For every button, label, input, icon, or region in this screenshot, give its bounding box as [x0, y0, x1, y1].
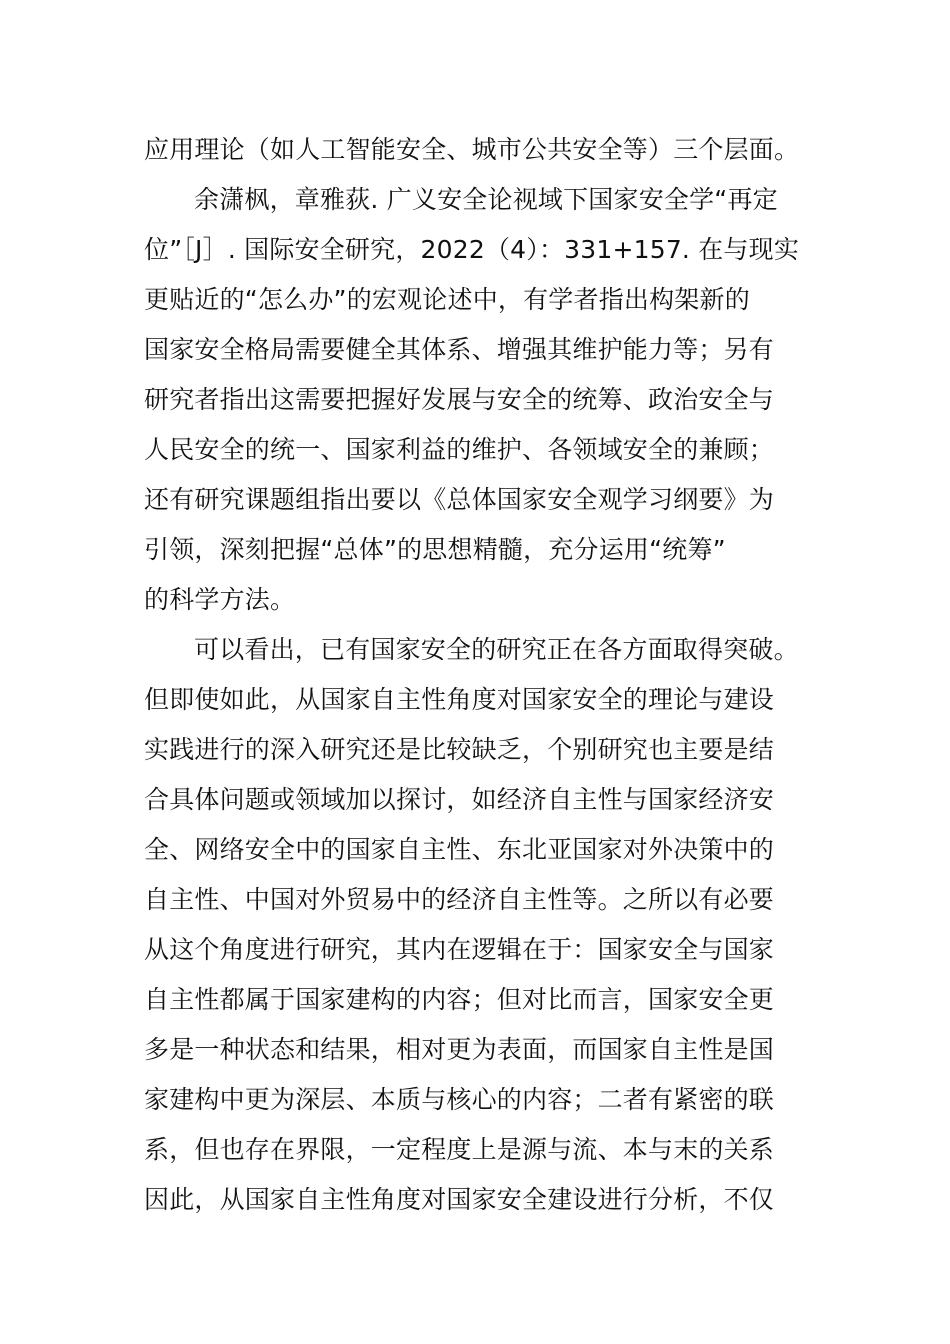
text-line: 全、网络安全中的国家自主性、东北亚国家对外决策中的 [144, 835, 775, 864]
text-line: 更贴近的“怎么办”的宏观论述中，有学者指出构架新的 [144, 285, 750, 314]
text-line: 研究者指出这需要把握好发展与安全的统筹、政治安全与 [144, 385, 775, 414]
text-line: 的科学方法。 [144, 585, 296, 614]
text-line: 人民安全的统一、国家利益的维护、各领域安全的兼顾； [144, 435, 775, 464]
text-line: 多是一种状态和结果，相对更为表面，而国家自主性是国 [144, 1035, 775, 1064]
text-line: 自主性都属于国家建构的内容；但对比而言，国家安全更 [144, 985, 775, 1014]
text-line: 位”［J］. 国际安全研究，2022（4）：331+157. 在与现实 [144, 235, 800, 264]
text-line: 但即使如此，从国家自主性角度对国家安全的理论与建设 [144, 685, 775, 714]
text-line: 国家安全格局需要健全其体系、增强其维护能力等；另有 [144, 335, 775, 364]
text-line: 应用理论（如人工智能安全、城市公共安全等）三个层面。 [144, 135, 800, 164]
text-line: 从这个角度进行研究，其内在逻辑在于：国家安全与国家 [144, 935, 775, 964]
text-line: 引领，深刻把握“总体”的思想精髓，充分运用“统筹” [144, 535, 726, 564]
text-line: 实践进行的深入研究还是比较缺乏，个别研究也主要是结 [144, 735, 775, 764]
text-line: 因此，从国家自主性角度对国家安全建设进行分析，不仅 [144, 1185, 775, 1214]
text-line: 可以看出，已有国家安全的研究正在各方面取得突破。 [194, 635, 799, 664]
text-line: 合具体问题或领域加以探讨，如经济自主性与国家经济安 [144, 785, 775, 814]
text-line: 还有研究课题组指出要以《总体国家安全观学习纲要》为 [144, 485, 775, 514]
text-line: 余潇枫，章雅荻. 广义安全论视域下国家安全学“再定 [194, 185, 778, 214]
text-line: 自主性、中国对外贸易中的经济自主性等。之所以有必要 [144, 885, 775, 914]
text-line: 家建构中更为深层、本质与核心的内容；二者有紧密的联 [144, 1085, 775, 1114]
text-line: 系，但也存在界限，一定程度上是源与流、本与末的关系 [144, 1135, 775, 1164]
